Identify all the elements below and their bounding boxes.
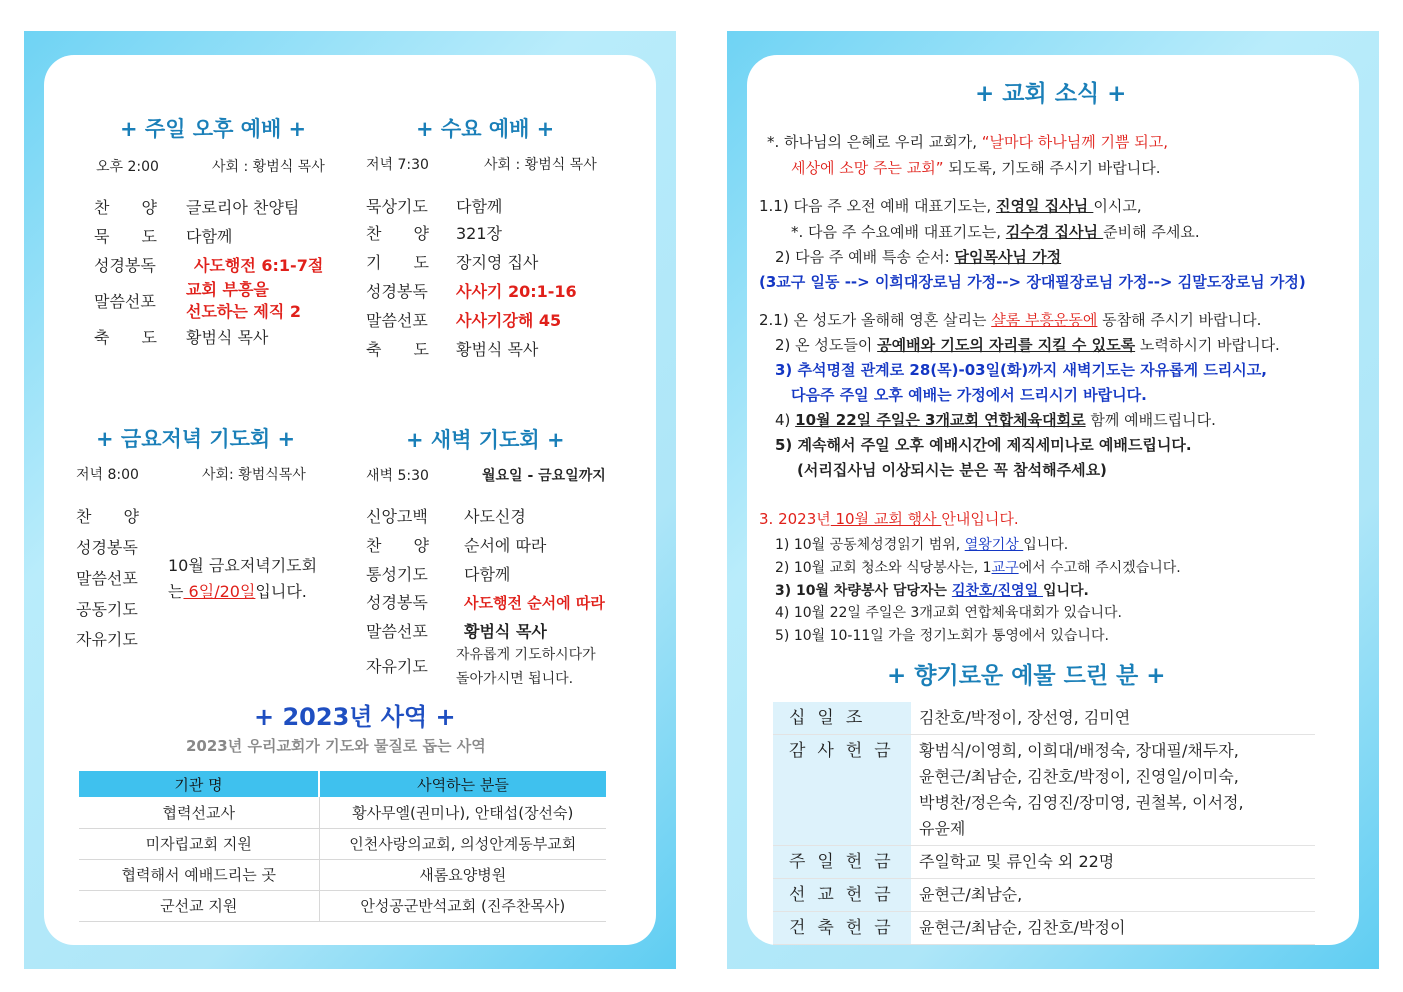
left-page — [24, 31, 676, 969]
news-1-1: 1.1) 다음 주 오전 예배 대표기도는, 진영일 집사님 이시고, — [759, 197, 1142, 215]
offering-kind: 주일헌금 — [773, 846, 911, 879]
sunday-row-2: 묵 도 다함께 — [94, 227, 233, 246]
event-4: 4) 10월 22일 주일은 3개교회 연합체육대회가 있습니다. — [775, 605, 1123, 621]
wednesday-row-1: 묵상기도 다함께 — [366, 197, 503, 216]
news-intro-line1: *. 하나님의 은혜로 우리 교회가, “날마다 하나님께 기쁨 되고, — [767, 133, 1168, 151]
ministry-people: 새롬요양병원 — [319, 859, 606, 890]
offering-table — [773, 702, 1315, 945]
friday-time: 저녁 8:00 — [76, 467, 139, 483]
offering-names: 주일학교 및 류인숙 외 22명 — [911, 846, 1315, 879]
ministry-header-row — [79, 771, 606, 797]
dawn-time: 새벽 5:30 — [366, 468, 429, 484]
table-row — [773, 702, 1315, 735]
dawn-row-2: 찬 양 순서에 따라 — [366, 536, 547, 555]
table-row — [79, 890, 606, 921]
offering-title: + 향기로운 예물 드린 분 + — [887, 663, 1166, 689]
friday-host: 사회: 황범식목사 — [202, 467, 306, 483]
friday-note-line2: 는 6일/20일입니다. — [168, 582, 307, 601]
wednesday-row-4: 성경봉독 사사기 20:1-16 — [366, 282, 577, 301]
news-3-title: 3. 2023년 10월 교회 행사 안내입니다. — [759, 510, 1019, 528]
friday-label-5: 자유기도 — [76, 630, 138, 649]
ministry-org: 군선교 지원 — [79, 890, 319, 921]
ministry-table — [79, 771, 606, 922]
dawn-free-line2: 돌아가시면 됩니다. — [456, 671, 574, 687]
friday-title: + 금요저녁 기도회 + — [96, 427, 296, 451]
ministry-subtitle: 2023년 우리교회가 기도와 물질로 돕는 사역 — [186, 737, 486, 755]
offering-kind: 선교헌금 — [773, 879, 911, 912]
offering-kind: 건축헌금 — [773, 912, 911, 945]
wednesday-host: 사회 : 황범식 목사 — [484, 157, 597, 173]
offering-names: 김찬호/박정이, 장선영, 김미연 — [911, 702, 1315, 735]
ministry-people: 황사무엘(권미나), 안태섭(장선숙) — [319, 797, 606, 828]
news-2-2: 2) 온 성도들이 공예배와 기도의 자리를 지킬 수 있도록 노력하시기 바랍니다. — [775, 336, 1280, 354]
friday-label-4: 공동기도 — [76, 600, 138, 619]
news-2-3: 3) 추석명절 관계로 28(목)-03일(화)까지 새벽기도는 자유롭게 드리시고, — [775, 361, 1267, 379]
news-2-5: 4) 10월 22일 주일은 3개교회 연합체육대회로 함께 예배드립니다. — [775, 411, 1216, 429]
wednesday-row-2: 찬 양 321장 — [366, 224, 502, 243]
sunday-pm-title: + 주일 오후 예배 + — [120, 117, 307, 141]
left-card — [44, 55, 656, 945]
dawn-free-label: 자유기도 — [366, 657, 428, 676]
sunday-sermon-line2: 선도하는 제직 2 — [186, 302, 302, 321]
news-1-3: 2) 다음 주 예배 특송 순서: 담임목사님 가정 — [775, 248, 1062, 266]
event-5: 5) 10월 10-11일 가을 정기노회가 통영에서 있습니다. — [775, 628, 1109, 644]
offering-names: 황범식/이영희, 이희대/배정숙, 장대필/채두자, 윤현근/최남순, 김찬호/박정이, 진영일/이미숙, 박병찬/정은숙, 김영진/장미영, 권철복, 이서정, 유윤제 — [911, 735, 1315, 846]
ministry-org: 협력선교사 — [79, 797, 319, 828]
offering-kind: 감사헌금 — [773, 735, 911, 846]
dawn-free-line1: 자유롭게 기도하시다가 — [456, 647, 596, 663]
ministry-org: 미자립교회 지원 — [79, 828, 319, 859]
wednesday-time: 저녁 7:30 — [366, 157, 429, 173]
sunday-pm-host: 사회 : 황범식 목사 — [212, 159, 325, 175]
table-row — [773, 912, 1315, 945]
news-1-2: *. 다음 주 수요예배 대표기도는, 김수경 집사님 준비해 주세요. — [791, 223, 1200, 241]
news-title: + 교회 소식 + — [975, 81, 1127, 107]
news-1-4: (3교구 일동 --> 이희대장로님 가정--> 장대필장로님 가정--> 김말도장로님 가정) — [759, 273, 1306, 291]
ministry-header-people: 사역하는 분들 — [319, 771, 606, 797]
table-row — [79, 797, 606, 828]
ministry-org: 협력해서 예배드리는 곳 — [79, 859, 319, 890]
offering-names: 윤현근/최남순, — [911, 879, 1315, 912]
dawn-row-4: 성경봉독 사도행전 순서에 따라 — [366, 593, 605, 612]
ministry-header-org: 기관 명 — [79, 771, 319, 797]
wednesday-title: + 수요 예배 + — [416, 117, 555, 141]
friday-label-3: 말씀선포 — [76, 569, 138, 588]
sunday-sermon-line1: 교회 부흥을 — [186, 280, 269, 299]
wednesday-row-6: 축 도 황범식 목사 — [366, 340, 539, 359]
offering-names: 윤현근/최남순, 김찬호/박정이 — [911, 912, 1315, 945]
news-2-4: 다음주 주일 오후 예배는 가정에서 드리시기 바랍니다. — [791, 386, 1147, 404]
friday-note-line1: 10월 금요저녁기도회 — [168, 556, 318, 575]
ministry-people: 인천사랑의교회, 의성안계동부교회 — [319, 828, 606, 859]
news-intro-line2: 세상에 소망 주는 교회” 되도록, 기도해 주시기 바랍니다. — [791, 159, 1161, 177]
sunday-row-3: 성경봉독 사도행전 6:1-7절 — [94, 256, 324, 275]
table-row — [79, 859, 606, 890]
event-2: 2) 10월 교회 청소와 식당봉사는, 1교구에서 수고해 주시겠습니다. — [775, 560, 1181, 576]
wednesday-row-5: 말씀선포 사사기강해 45 — [366, 311, 562, 330]
ministry-title: + 2023년 사역 + — [254, 703, 456, 731]
dawn-row-5: 말씀선포 황범식 목사 — [366, 622, 547, 641]
news-2-6: 5) 계속해서 주일 오후 예배시간에 제직세미나로 예배드립니다. — [775, 436, 1192, 454]
ministry-people: 안성공군반석교회 (진주찬목사) — [319, 890, 606, 921]
table-row — [773, 846, 1315, 879]
dawn-row-3: 통성기도 다함께 — [366, 565, 511, 584]
friday-label-2: 성경봉독 — [76, 538, 138, 557]
sunday-pm-time: 오후 2:00 — [96, 159, 159, 175]
dawn-days: 월요일 - 금요일까지 — [482, 468, 606, 484]
dawn-title: + 새벽 기도회 + — [406, 428, 565, 452]
table-row — [79, 828, 606, 859]
sunday-row-5: 축 도 황범식 목사 — [94, 328, 269, 347]
right-card — [747, 55, 1359, 945]
event-3: 3) 10월 차량봉사 담당자는 김찬호/진영일 입니다. — [775, 583, 1089, 599]
right-page — [727, 31, 1379, 969]
friday-label-1: 찬 양 — [76, 507, 139, 526]
wednesday-row-3: 기 도 장지영 집사 — [366, 253, 539, 272]
news-2-1: 2.1) 온 성도가 올해해 영혼 살리는 샬롬 부흥운동에 동참해 주시기 바랍니다. — [759, 311, 1262, 329]
table-row — [773, 879, 1315, 912]
table-row — [773, 735, 1315, 846]
event-1: 1) 10월 공동체성경읽기 범위, 열왕기상 입니다. — [775, 537, 1069, 553]
sunday-row-4: 말씀선포 — [94, 292, 156, 311]
offering-kind: 십일조 — [773, 702, 911, 735]
news-2-7: (서리집사님 이상되시는 분은 꼭 참석해주세요) — [797, 461, 1107, 479]
dawn-row-1: 신앙고백 사도신경 — [366, 507, 526, 526]
sunday-row-1: 찬 양 글로리아 찬양팀 — [94, 198, 300, 217]
